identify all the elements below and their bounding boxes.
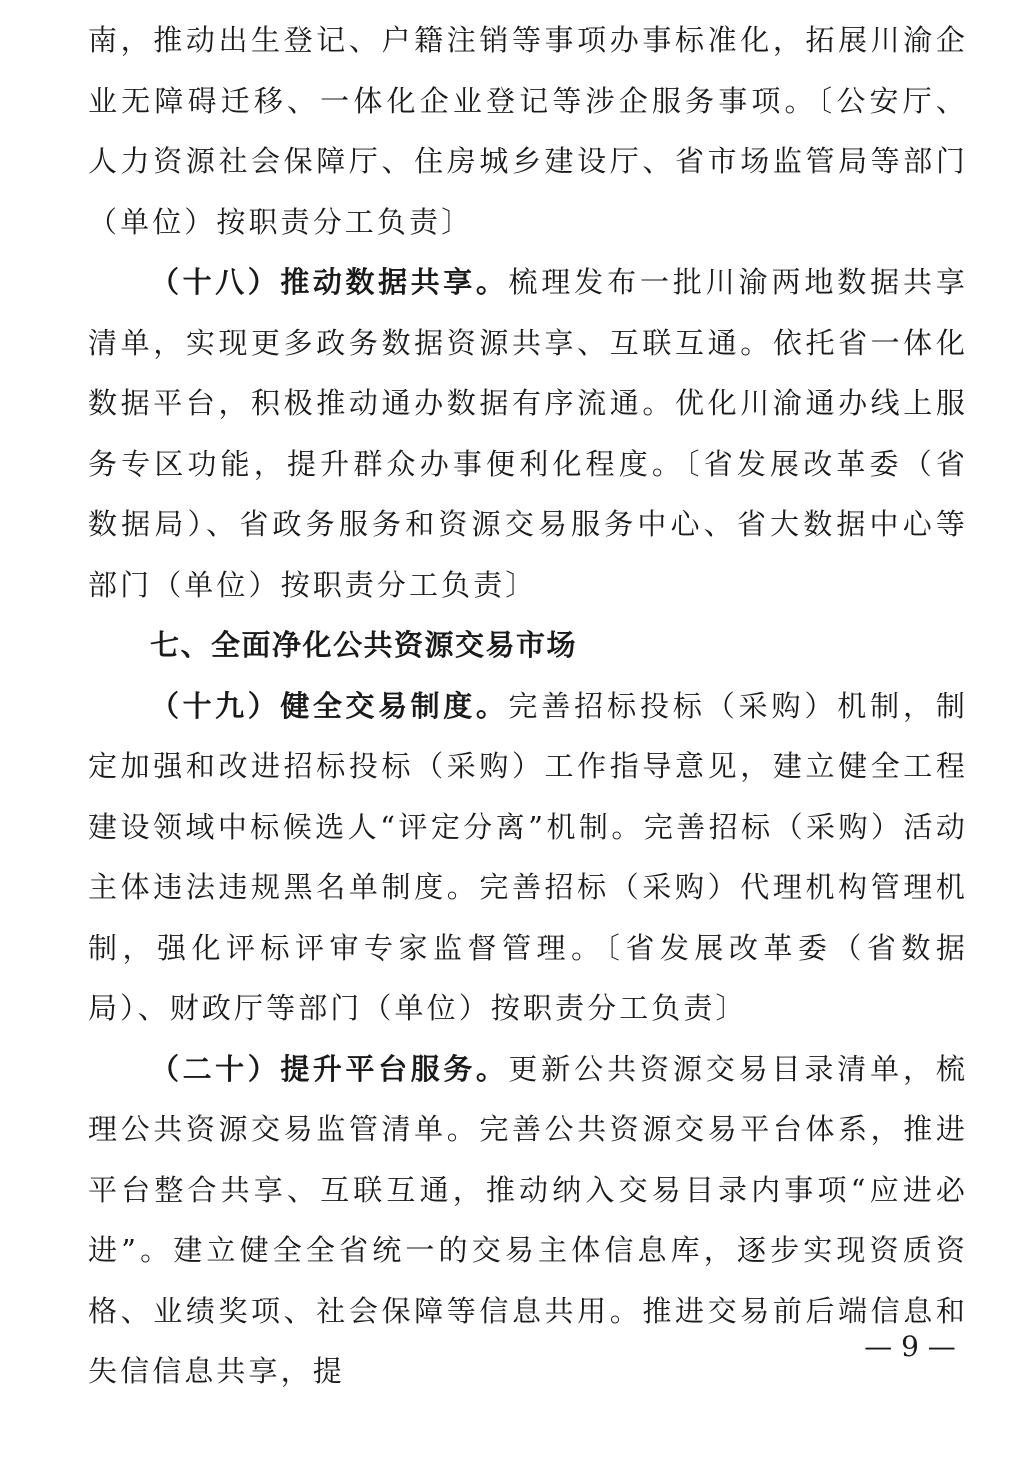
page-number: — 9 — <box>864 1330 956 1363</box>
item-heading: （十九）健全交易制度。 <box>150 688 509 723</box>
paragraph-text: 更新公共资源交易目录清单，梳理公共资源交易监管清单。完善公共资源交易平台体系，推进平台整合共享、互联互通，推动纳入交易目录内事项“应进必进”。建立健全全省统一的交易主体信息库，逐步实现资质资格、业绩奖项、社会保障等信息共用。推进交易前后端信息和失信信息共享，提 <box>88 1051 968 1388</box>
section-heading: 七、全面净化公共资源交易市场 <box>150 628 578 662</box>
paragraph-text: 完善招标投标（采购）机制，制定加强和改进招标投标（采购）工作指导意见，建立健全工程建设领域中标候选人“评定分离”机制。完善招标（采购）活动主体违法违规黑名单制度。完善招标（采购）代理机构管理机制，强化评标评审专家监督管理。〔省发展改革委（省数据局）、财政厅等部门（单位）按职责分工负责〕 <box>88 688 968 1025</box>
item-heading: （十八）推动数据共享。 <box>150 265 509 299</box>
paragraph-item-18 <box>88 252 968 615</box>
paragraph-text: 南，推动出生登记、户籍注销等事项办事标准化，拓展川渝企业无障碍迁移、一体化企业登记等涉企服务事项。〔公安厅、人力资源社会保障厅、住房城乡建设厅、省市场监管局等部门（单位）按职责分工负责〕 <box>88 23 968 239</box>
paragraph-item-20 <box>88 1039 968 1402</box>
document-page <box>88 10 968 1402</box>
item-heading: （二十）提升平台服务。 <box>150 1051 509 1086</box>
paragraph-text: 梳理发布一批川渝两地数据共享清单，实现更多政务数据资源共享、互联互通。依托省一体化数据平台，积极推动通办数据有序流通。优化川渝通办线上服务专区功能，提升群众办事便利化程度。〔省发展改革委（省数据局）、省政务服务和资源交易服务中心、省大数据中心等部门（单位）按职责分工负责〕 <box>88 265 968 602</box>
paragraph-item-19 <box>88 676 968 1039</box>
paragraph-continuation <box>88 10 968 252</box>
